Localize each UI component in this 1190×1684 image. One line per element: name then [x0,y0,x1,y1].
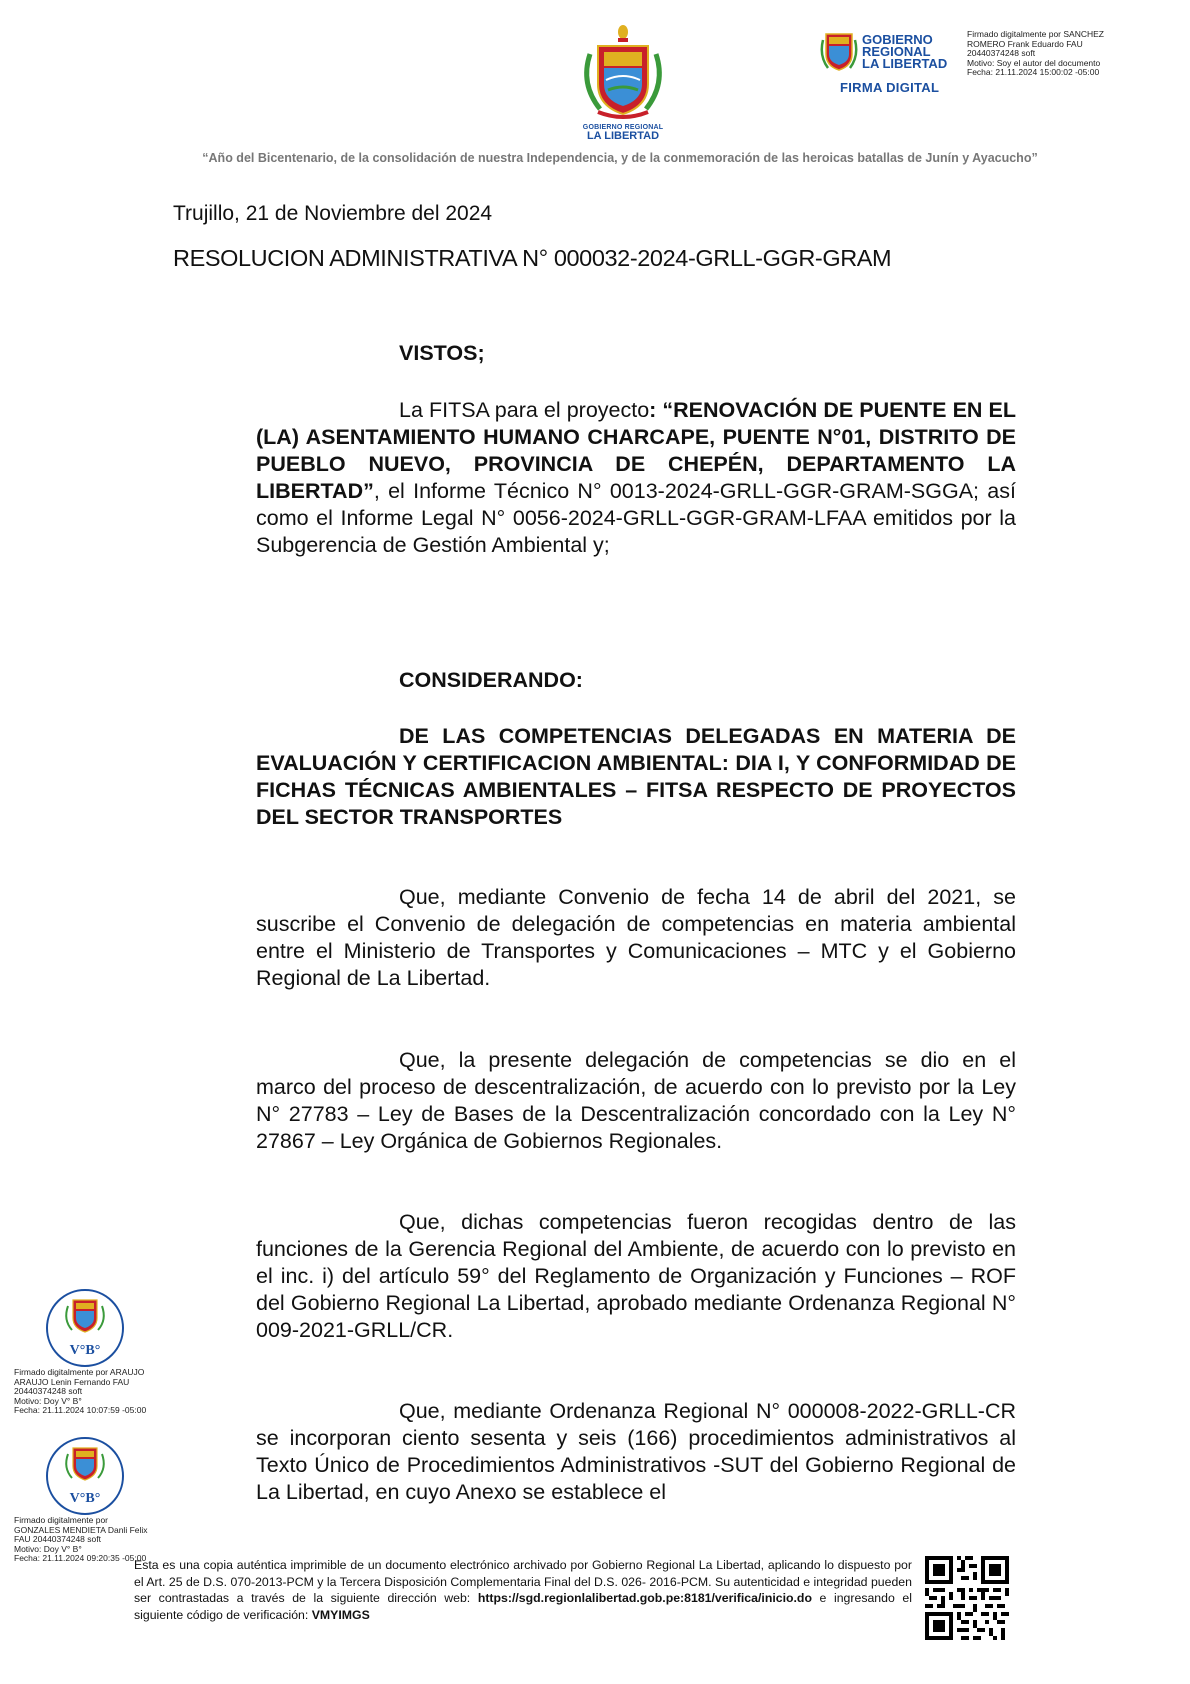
signature-line: Motivo: Doy V° B° [14,1395,82,1406]
signature-line: 20440374248 soft [14,1386,83,1396]
crest-org-line2: LA LIBERTAD [586,130,660,142]
sig-logo-caption: FIRMA DIGITAL [840,80,940,95]
paragraph-block [256,884,1016,992]
vistos-suffix: , el Informe Técnico N° 0013-2024-GRLL-GGR-GRAM-SGGA; así como el Informe Legal N° 0056-2024-GRLL-GGR-GRAM-LFAA emitidos por la Subgerencia de Gestión Ambiental y; [256,479,1016,557]
signature-line: Motivo: Soy el autor del documento [967,57,1101,68]
regional-crest [568,24,678,146]
paragraph-block [256,1209,1016,1344]
vob-label: V°B° [69,1491,101,1506]
coat-of-arms-icon [568,24,678,124]
competencias-heading-block [256,723,1016,831]
vistos-paragraph [256,397,1016,559]
verification-url[interactable]: https://sgd.regionlalibertad.gob.pe:8181/verifica/inicio.do [477,1591,812,1605]
paragraph-2: Que, la presente delegación de competencias se dio en el marco del proceso de descentralización, de acuerdo con lo previsto por la Ley N° 27783 – Ley de Bases de la Descentralización concordado con la Ley N° 27867 – Ley Orgánica de Gobiernos Regionales. [256,1048,1016,1153]
vistos-section [256,340,1016,367]
year-motto: “Año del Bicentenario, de la consolidación de nuestra Independencia, y de la conmemoración de las heroicas batallas de Junín y Ayacucho” [202,151,1038,165]
signature-line: ROMERO Frank Eduardo FAU [967,38,1083,49]
vob-crest-icon [40,1288,130,1368]
resolution-title: RESOLUCION ADMINISTRATIVA N° 000032-2024-GRLL-GGR-GRAM [173,245,892,271]
paragraph-block [256,1047,1016,1155]
vob-crest-icon [40,1436,130,1516]
vistos-project-name: : “RENOVACIÓN DE PUENTE EN EL (LA) ASENTAMIENTO HUMANO CHARCAPE, PUENTE N°01, DISTRITO DE PUEBLO NUEVO, PROVINCIA DE CHEPÉN, DEPARTAMENTO LA LIBERTAD” [256,398,1016,503]
qr-code-icon [925,1556,1009,1640]
sig-logo-org-name [862,34,947,70]
paragraph-1: Que, mediante Convenio de fecha 14 de abril del 2021, se suscribe el Convenio de delegación de competencias en materia ambiental entre el Ministerio de Transportes y Comunicaciones – MTC y el Gobierno Regional de La Libertad. [256,885,1016,990]
vob-stamp [40,1436,130,1516]
footer-url-suffix: e ingresando el siguiente código de verificación: [134,1591,912,1622]
signature-line: Firmado digitalmente por ARAUJO [14,1367,145,1377]
verification-code: VMYIMGS [311,1607,370,1622]
digital-signature-logo [820,28,970,98]
vistos-heading: VISTOS; [399,341,485,365]
signature-line: Firmado digitalmente por [14,1515,109,1525]
mini-crest-icon [820,28,858,74]
crest-org-line1: GOBIERNO REGIONAL [582,124,664,131]
section-heading: DE LAS COMPETENCIAS DELEGADAS EN MATERIA DE EVALUACIÓN Y CERTIFICACION AMBIENTAL: DIA I, Y CONFORMIDAD DE FICHAS TÉCNICAS AMBIENTALES – FITSA RESPECTO DE PROYECTOS DEL SECTOR TRANSPORTES [256,724,1016,829]
document-date: Trujillo, 21 de Noviembre del 2024 [173,202,493,225]
considerando-section [256,667,1016,694]
signature-line: ARAUJO Lenin Fernando FAU [14,1376,130,1387]
verification-footer [134,1557,912,1623]
considerando-heading: CONSIDERANDO: [399,668,583,692]
signature-line: FAU 20440374248 soft [14,1534,101,1544]
vob-stamp [40,1288,130,1368]
sig-logo-line3: LA LIBERTAD [862,56,948,71]
vistos-prefix: La FITSA para el proyecto [399,398,650,422]
reviewer-signature-block [14,1368,204,1416]
sig-logo-line2: REGIONAL [862,44,931,59]
paragraph-3: Que, dichas competencias fueron recogidas dentro de las funciones de la Gerencia Regional del Ambiente, de acuerdo con lo previsto en el inc. i) del artículo 59° del Reglamento de Organización y Funciones – ROF del Gobierno Regional La Libertad, aprobado mediante Ordenanza Regional N° 009-2021-GRLL/CR. [256,1210,1016,1342]
author-signature-block [967,30,1177,78]
signature-line: Motivo: Doy V° B° [14,1543,82,1554]
footer-text: Esta es una copia auténtica imprimible de un documento electrónico archivado por Gobierno Regional La Libertad, aplicando lo dispuesto por el Art. 25 de D.S. 070-2013-PCM y la Tercera Disposición Complementaria Final del D.S. 026- 2016-PCM. Su autenticidad e integridad pueden ser contrastadas a través de la siguiente dirección web: [134,1558,912,1605]
signature-line: GONZALES MENDIETA Danli Felix [14,1524,148,1535]
vob-label: V°B° [69,1343,101,1358]
signature-line: Fecha: 21.11.2024 09:20:35 -05:00 [14,1553,147,1563]
signature-line: Firmado digitalmente por SANCHEZ [967,29,1104,39]
signature-line: Fecha: 21.11.2024 10:07:59 -05:00 [14,1405,147,1415]
paragraph-4: Que, mediante Ordenanza Regional N° 000008-2022-GRLL-CR se incorporan ciento sesenta y seis (166) procedimientos administrativos al Texto Único de Procedimientos Administrativos -SUT del Gobierno Regional de La Libertad, en cuyo Anexo se establece el [256,1399,1016,1504]
sig-logo-line1: GOBIERNO [862,32,933,47]
paragraph-block [256,1398,1016,1506]
signature-line: 20440374248 soft [967,48,1036,58]
signature-line: Fecha: 21.11.2024 15:00:02 -05:00 [967,67,1100,77]
